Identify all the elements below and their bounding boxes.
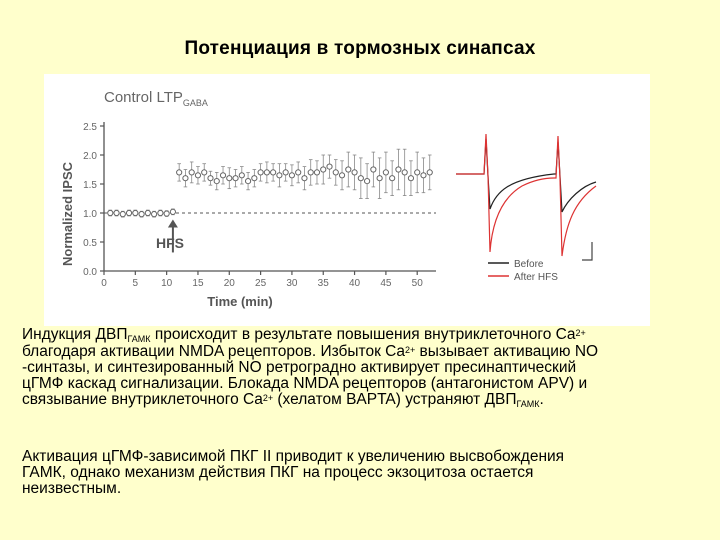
text-segment: (хелатом BAPTA) устраняют ДВП [273,391,517,408]
y-tick-label: 0.5 [83,238,97,249]
y-tick-label: 1.0 [83,209,97,220]
data-point [233,176,238,181]
data-point [164,211,169,216]
text-segment: 2+ [575,328,586,338]
text-segment: вызывает активацию NO [415,343,599,360]
x-axis-label: Time (min) [207,294,273,309]
data-point [289,173,294,178]
hfs-label: HFS [156,235,184,251]
y-axis-label: Normalized IPSC [60,161,75,267]
y-tick-label: 1.5 [83,180,97,191]
ltp-chart [44,74,650,326]
paragraph-ltp-induction [22,327,702,409]
text-segment: цГМФ каскад сигнализации. Блокада NMDA рецепторов (антагонистом APV) и [22,375,588,392]
x-tick-label: 40 [349,278,361,289]
data-point [283,170,288,175]
text-segment: ГАМК [127,334,151,344]
data-point [208,176,213,181]
y-tick-label: 2.0 [83,151,97,162]
chart-axes [83,122,436,289]
panel-title [104,89,208,108]
data-point [170,209,175,214]
data-point [377,176,382,181]
data-point [383,170,388,175]
data-point [108,210,113,215]
text-segment: -синтазы, и синтезированный NO ретроградно активирует пресинаптический [22,359,577,376]
y-tick-label: 0.0 [83,267,97,278]
legend-before: Before [514,259,544,270]
data-point [333,170,338,175]
data-point [321,167,326,172]
data-point [352,170,357,175]
data-point [133,210,138,215]
x-tick-label: 5 [132,278,139,289]
x-tick-label: 25 [255,278,267,289]
data-point [183,176,188,181]
data-point [415,170,420,175]
data-point [158,210,163,215]
text-segment: связывание внутриклеточного Ca [22,391,263,408]
data-point [308,170,313,175]
x-tick-label: 10 [161,278,173,289]
data-point [152,212,157,217]
data-point [390,176,395,181]
text-segment: Активация цГМФ-зависимой ПКГ II приводит к увеличению высвобождения [22,448,565,465]
scale-bar [582,242,592,260]
data-point [302,176,307,181]
data-point [195,173,200,178]
data-point [239,173,244,178]
data-point [114,210,119,215]
x-tick-label: 30 [286,278,298,289]
data-point [120,212,125,217]
panel-title-main: Control LTP [104,89,183,106]
data-point [245,179,250,184]
legend-after-hfs: After HFS [514,272,558,283]
x-tick-label: 0 [101,278,107,289]
x-tick-label: 45 [380,278,392,289]
text-segment: Индукция ДВП [22,326,128,343]
data-point [396,167,401,172]
data-point [408,176,413,181]
y-tick-label: 2.5 [83,122,97,133]
text-segment: неизвестным. [22,480,122,497]
data-point [220,173,225,178]
slide-title: Потенциация в тормозных синапсах [184,38,536,59]
figure-panel [44,74,650,326]
x-tick-label: 50 [411,278,423,289]
data-point [277,173,282,178]
data-point [327,164,332,169]
x-tick-label: 35 [317,278,329,289]
text-segment: происходит в результате повышения внутриклеточного Ca [150,326,576,343]
data-point [139,212,144,217]
trace-before [456,139,596,212]
data-point [145,210,150,215]
hfs-arrow-head [168,220,178,228]
text-segment: ГАМК, однако механизм действия ПКГ на процесс экзоцитоза остается [22,464,534,481]
data-point [339,173,344,178]
text-segment: . [539,391,544,408]
chart-data-layer [108,149,433,217]
data-point [346,167,351,172]
text-segment: 2+ [262,393,274,403]
data-point [202,170,207,175]
data-point [258,170,263,175]
text-segment: 2+ [404,345,416,355]
data-point [189,170,194,175]
data-point [126,210,131,215]
x-tick-label: 20 [223,278,235,289]
data-point [314,170,319,175]
paragraph-pkg-activation [22,449,702,497]
ipsc-traces-inset [456,134,596,283]
data-point [371,167,376,172]
data-point [252,176,257,181]
data-point [427,170,432,175]
data-point [264,170,269,175]
data-point [227,176,232,181]
data-point [296,170,301,175]
data-point [364,179,369,184]
text-segment: благодаря активации NMDA рецепторов. Избыток Ca [22,343,405,360]
text-segment: ГАМК [516,399,540,409]
data-point [177,170,182,175]
data-point [214,179,219,184]
data-point [358,176,363,181]
x-tick-label: 15 [192,278,204,289]
data-point [402,170,407,175]
panel-title-sub: GABA [182,98,208,108]
data-point [271,170,276,175]
data-point [421,173,426,178]
